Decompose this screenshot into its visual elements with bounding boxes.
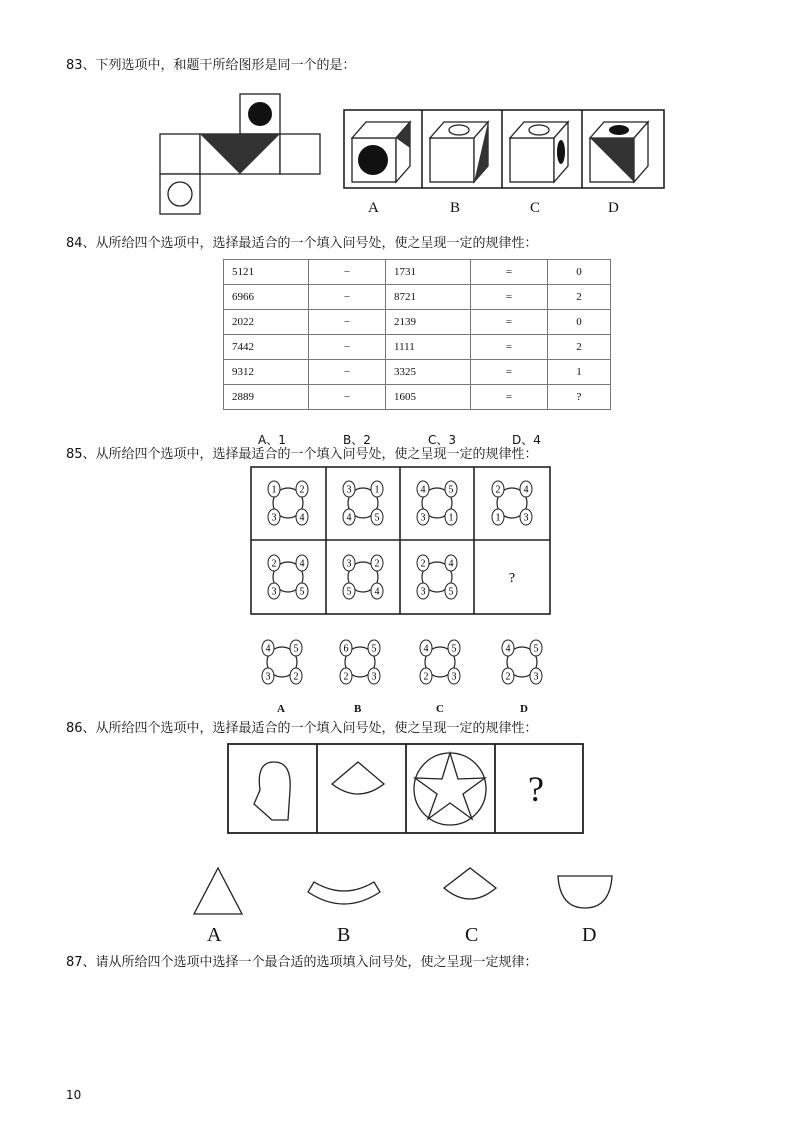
table-cell: 1731: [386, 260, 471, 285]
table-row: [224, 285, 611, 310]
table-cell: ?: [548, 385, 611, 410]
q85-cell-figure: [492, 481, 532, 525]
table-cell: 1111: [386, 335, 471, 360]
q85-option-figure: [420, 640, 460, 684]
q85-cell-figure: [268, 555, 308, 599]
table-cell: =: [471, 335, 548, 360]
table-cell: 7442: [224, 335, 309, 360]
number-label: 5: [293, 643, 299, 655]
number-label: 1: [448, 512, 454, 524]
number-label: 3: [420, 586, 426, 598]
table-cell: 9312: [224, 360, 309, 385]
table-cell: =: [471, 260, 548, 285]
number-label: 5: [533, 643, 539, 655]
number-label: 2: [495, 484, 501, 496]
table-cell: −: [309, 260, 386, 285]
q85-option-a-label: A: [277, 703, 285, 715]
table-cell: −: [309, 335, 386, 360]
table-cell: 8721: [386, 285, 471, 310]
table-cell: 2: [548, 285, 611, 310]
q84-number-table: [223, 259, 611, 410]
number-label: 4: [374, 586, 380, 598]
table-row: [224, 385, 611, 410]
number-label: 4: [448, 558, 454, 570]
q86-option-c-label: C: [465, 924, 479, 946]
table-cell: 5121: [224, 260, 309, 285]
number-label: 2: [271, 558, 277, 570]
number-label: 2: [343, 671, 349, 683]
number-label: 3: [346, 558, 352, 570]
number-label: 5: [448, 484, 454, 496]
table-cell: =: [471, 310, 548, 335]
table-row: [224, 310, 611, 335]
q83-option-cubes: [340, 108, 670, 190]
table-cell: 1: [548, 360, 611, 385]
number-label: 3: [371, 671, 377, 683]
q85-option-figure: [340, 640, 380, 684]
question-83-text: 83、下列选项中，和题干所给图形是同一个的是：: [66, 58, 356, 73]
number-label: 1: [495, 512, 501, 524]
table-cell: 2889: [224, 385, 309, 410]
number-label: 3: [265, 671, 271, 683]
number-label: 2: [420, 558, 426, 570]
number-label: 5: [451, 643, 457, 655]
q84-option-c: C、3: [428, 433, 457, 447]
table-cell: 0: [548, 260, 611, 285]
table-row: [224, 335, 611, 360]
table-cell: −: [309, 285, 386, 310]
number-label: 1: [271, 484, 277, 496]
number-label: 5: [371, 643, 377, 655]
q85-option-figure: [262, 640, 302, 684]
table-cell: =: [471, 360, 548, 385]
number-label: 2: [505, 671, 511, 683]
number-label: 2: [293, 671, 299, 683]
number-label: 2: [374, 558, 380, 570]
q85-cell-figure: [417, 481, 457, 525]
number-label: 3: [451, 671, 457, 683]
number-label: 3: [271, 586, 277, 598]
question-84-text: 84、从所给四个选项中，选择最适合的一个填入问号处，使之呈现一定的规律性：: [66, 236, 538, 251]
number-label: 6: [343, 643, 349, 655]
question-85-text: 85、从所给四个选项中，选择最适合的一个填入问号处，使之呈现一定的规律性：: [66, 447, 538, 462]
table-cell: =: [471, 385, 548, 410]
q85-cell-figure: [343, 481, 383, 525]
number-label: 3: [523, 512, 529, 524]
table-row: [224, 360, 611, 385]
q86-question-mark: ?: [528, 769, 544, 809]
table-cell: 3325: [386, 360, 471, 385]
q84-option-a: A、1: [258, 433, 286, 447]
table-cell: 6966: [224, 285, 309, 310]
number-label: 3: [271, 512, 277, 524]
table-cell: =: [471, 285, 548, 310]
number-label: 2: [423, 671, 429, 683]
number-label: 5: [346, 586, 352, 598]
table-row: [224, 260, 611, 285]
table-cell: −: [309, 360, 386, 385]
q86-option-b-label: B: [337, 924, 351, 946]
q83-option-c-label: C: [530, 200, 541, 216]
table-cell: 1605: [386, 385, 471, 410]
number-label: 4: [346, 512, 352, 524]
q85-figure-grid: [250, 466, 552, 616]
number-label: 2: [299, 484, 305, 496]
q86-option-figures: [180, 860, 640, 922]
q83-cube-net: [150, 88, 330, 224]
number-label: 5: [374, 512, 380, 524]
number-label: 4: [420, 484, 426, 496]
table-cell: 2022: [224, 310, 309, 335]
number-label: 1: [374, 484, 380, 496]
number-label: 4: [523, 484, 529, 496]
number-label: 4: [505, 643, 511, 655]
number-label: 5: [448, 586, 454, 598]
q85-cell-figure: [343, 555, 383, 599]
q85-option-figure: [502, 640, 542, 684]
q85-question-mark: ?: [508, 571, 516, 586]
number-label: 3: [420, 512, 426, 524]
number-label: 4: [423, 643, 429, 655]
number-label: 4: [299, 512, 305, 524]
number-label: 4: [299, 558, 305, 570]
table-cell: 2139: [386, 310, 471, 335]
q84-option-d: D、4: [512, 433, 541, 447]
table-cell: 2: [548, 335, 611, 360]
q85-option-c-label: C: [436, 703, 444, 715]
number-label: 4: [265, 643, 271, 655]
number-label: 5: [299, 586, 305, 598]
question-86-text: 86、从所给四个选项中，选择最适合的一个填入问号处，使之呈现一定的规律性：: [66, 721, 538, 736]
table-cell: −: [309, 385, 386, 410]
question-87-text: 87、请从所给四个选项中选择一个最合适的选项填入问号处，使之呈现一定规律：: [66, 955, 538, 970]
q85-option-figures: [240, 632, 570, 692]
q85-cell-figure: [417, 555, 457, 599]
q83-option-b-label: B: [450, 200, 461, 216]
table-cell: 0: [548, 310, 611, 335]
q85-cell-figure: [268, 481, 308, 525]
number-label: 3: [346, 484, 352, 496]
q85-option-d-label: D: [520, 703, 528, 715]
q84-option-b: B、2: [343, 433, 371, 447]
table-cell: −: [309, 310, 386, 335]
q83-option-d-label: D: [608, 200, 619, 216]
q86-option-a-label: A: [207, 924, 222, 946]
page-number: 10: [66, 1088, 82, 1102]
q86-option-d-label: D: [582, 924, 597, 946]
q85-option-b-label: B: [354, 703, 362, 715]
number-label: 3: [533, 671, 539, 683]
q83-option-a-label: A: [368, 200, 379, 216]
